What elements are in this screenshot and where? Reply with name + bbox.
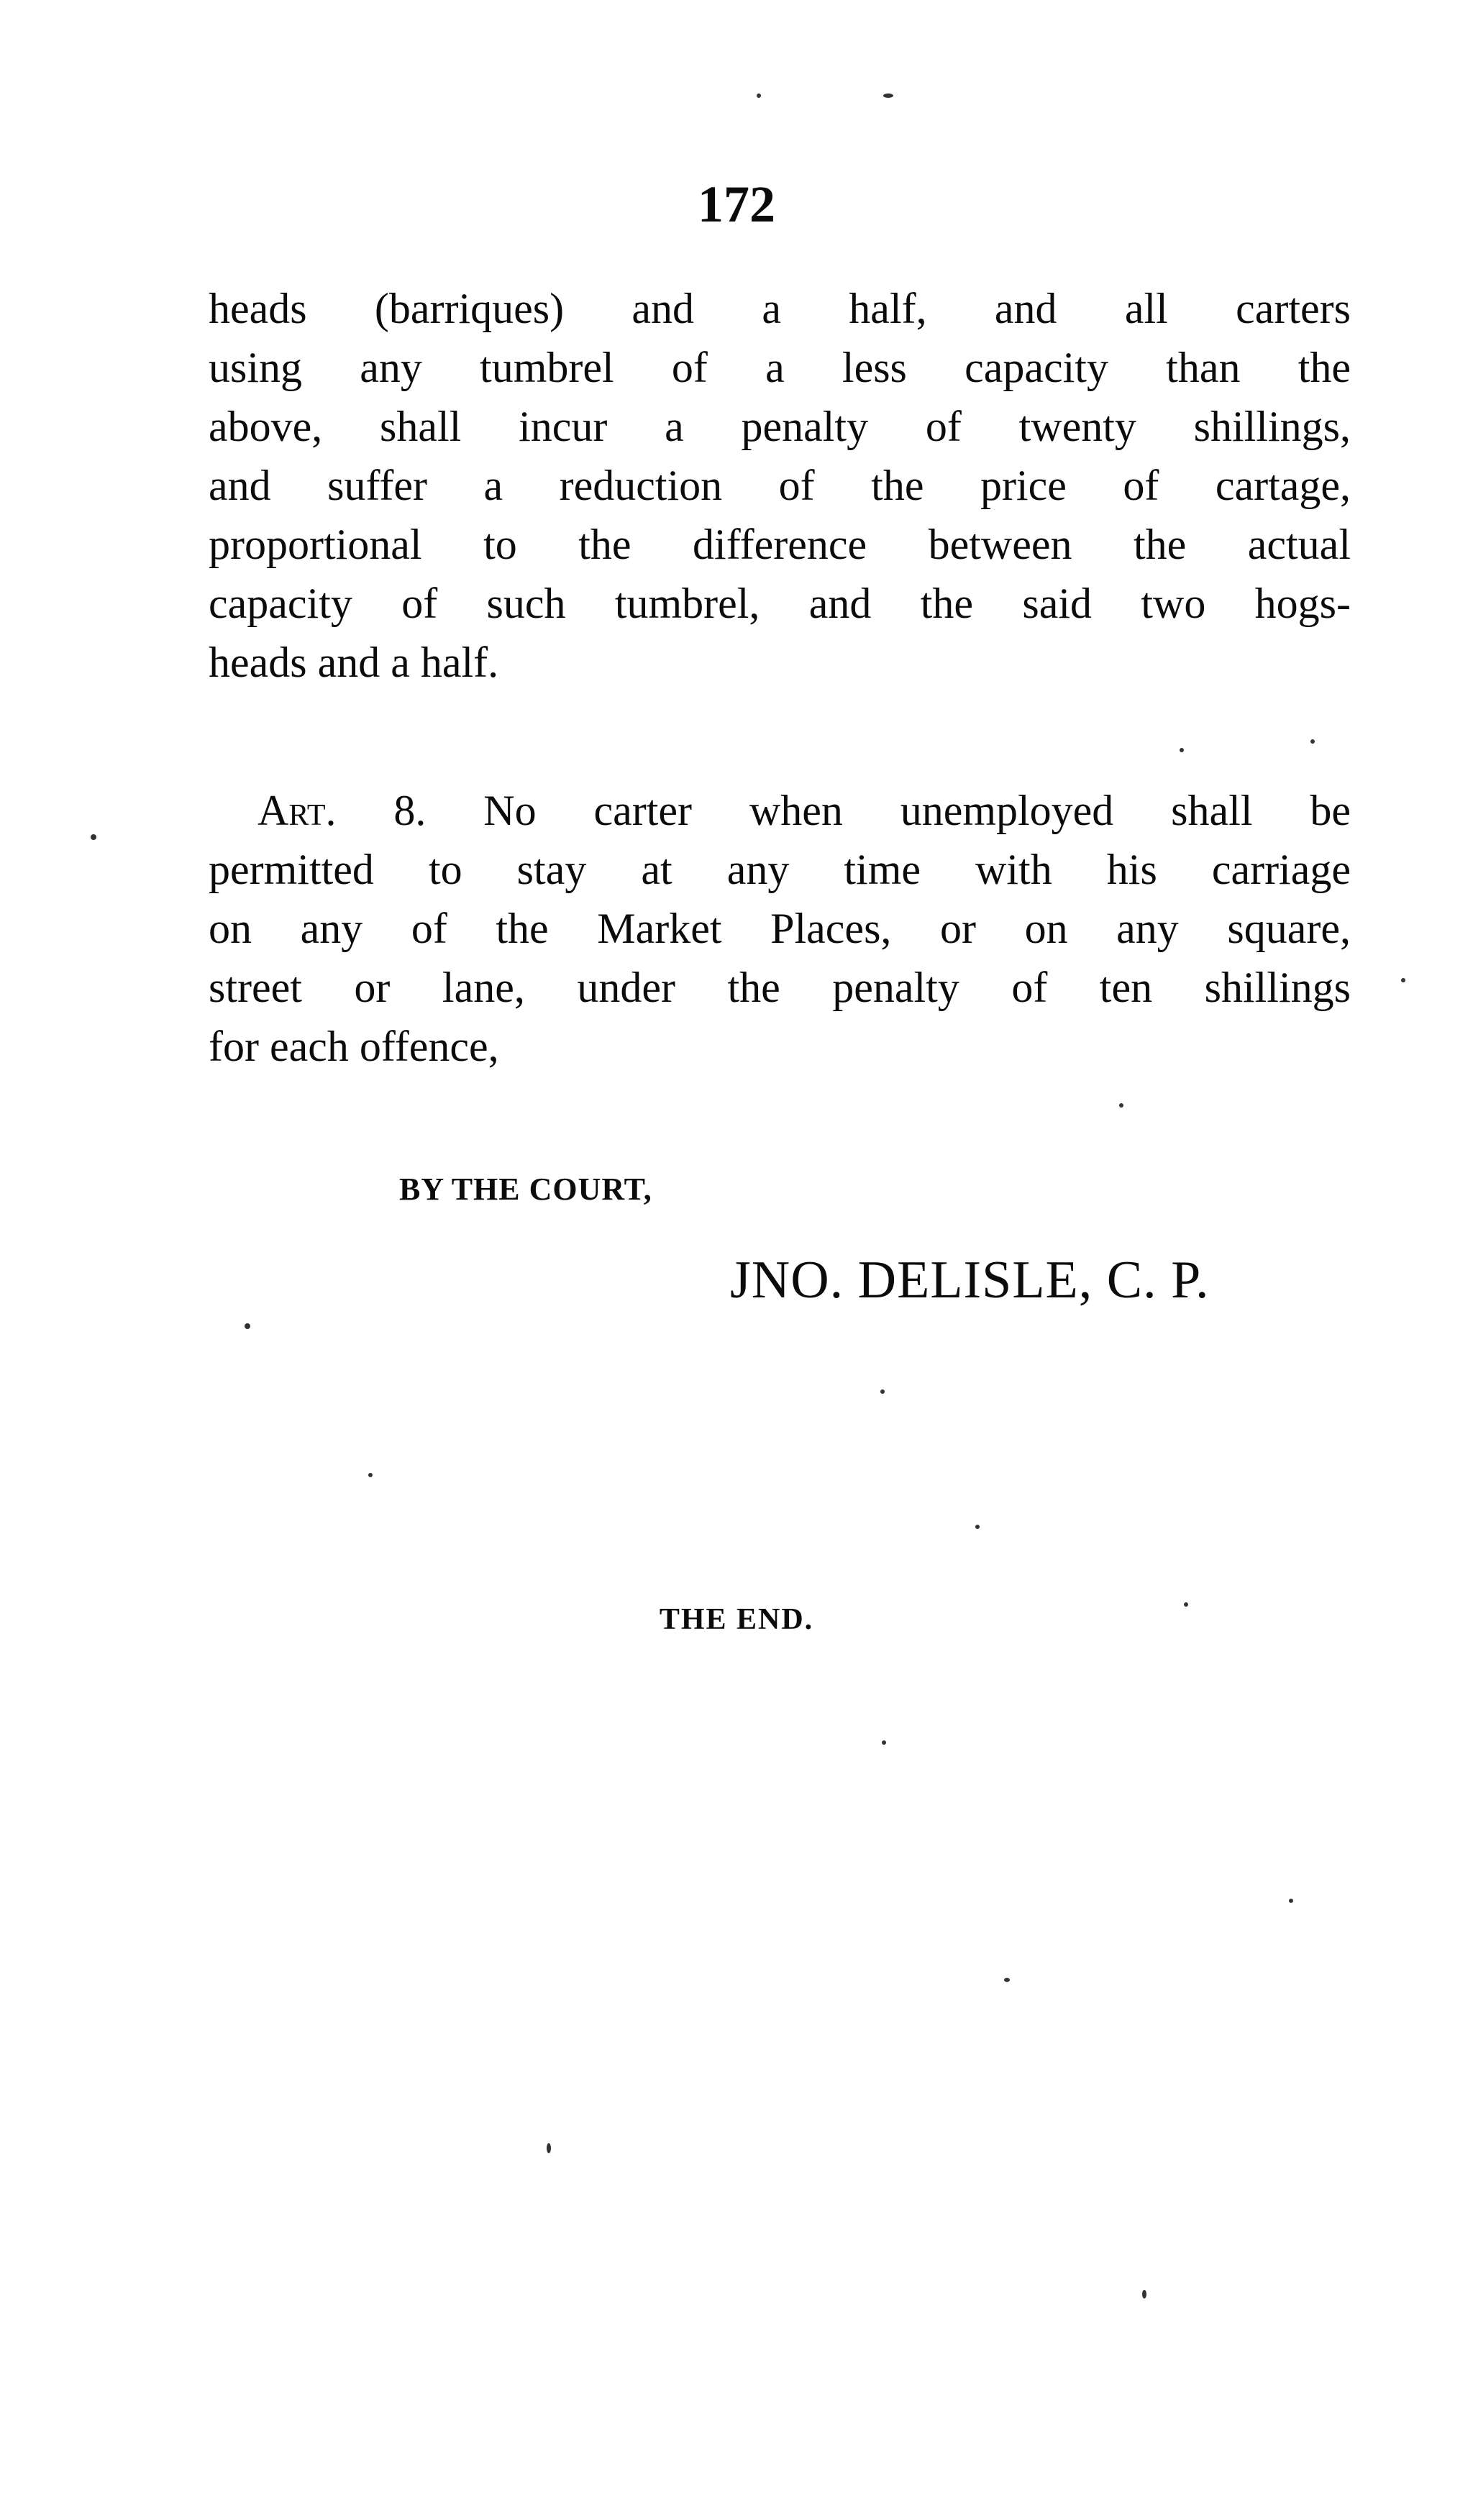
speck: [1401, 978, 1405, 982]
speck: [1289, 1899, 1293, 1903]
speck: [1310, 739, 1315, 744]
speck: [368, 1473, 373, 1477]
page-number: 172: [698, 175, 775, 233]
speck: [975, 1525, 980, 1529]
signature: JNO. DELISLE, C. P.: [730, 1251, 1210, 1310]
speck: [91, 834, 96, 840]
text-line: heads (barriques) and a half, and all carters: [209, 285, 1351, 332]
speck: [1119, 1103, 1123, 1108]
text-line: and suffer a reduction of the price of cartage,: [209, 462, 1351, 509]
speck: [1004, 1978, 1010, 1982]
speck: [1184, 1602, 1188, 1607]
speck: [883, 93, 893, 98]
speck: [547, 2143, 551, 2153]
speck: [1142, 2290, 1146, 2298]
text-line: capacity of such tumbrel, and the said two hogs-: [209, 580, 1351, 627]
text-line: permitted to stay at any time with his carriage: [209, 846, 1351, 893]
text-line: for each offence,: [209, 1023, 499, 1070]
text-line: street or lane, under the penalty of ten shillings: [209, 964, 1351, 1011]
text-line: above, shall incur a penalty of twenty shillings,: [209, 403, 1351, 450]
speck: [880, 1389, 885, 1394]
court-line: BY THE COURT,: [399, 1172, 652, 1207]
text-line: proportional to the difference between the actual: [209, 521, 1351, 568]
text-line-rest: No carter when unemployed shall be: [483, 787, 1351, 834]
article-marker: Art. 8.: [257, 787, 427, 834]
text-line: heads and a half.: [209, 639, 499, 686]
text-line: on any of the Market Places, or on any square,: [209, 905, 1351, 952]
speck: [1180, 748, 1184, 752]
speck: [245, 1323, 250, 1329]
text-line: using any tumbrel of a less capacity than the: [209, 344, 1351, 391]
text-line: [257, 781, 1351, 840]
speck: [882, 1740, 886, 1745]
speck: [757, 93, 761, 98]
end-line: THE END.: [659, 1603, 814, 1636]
